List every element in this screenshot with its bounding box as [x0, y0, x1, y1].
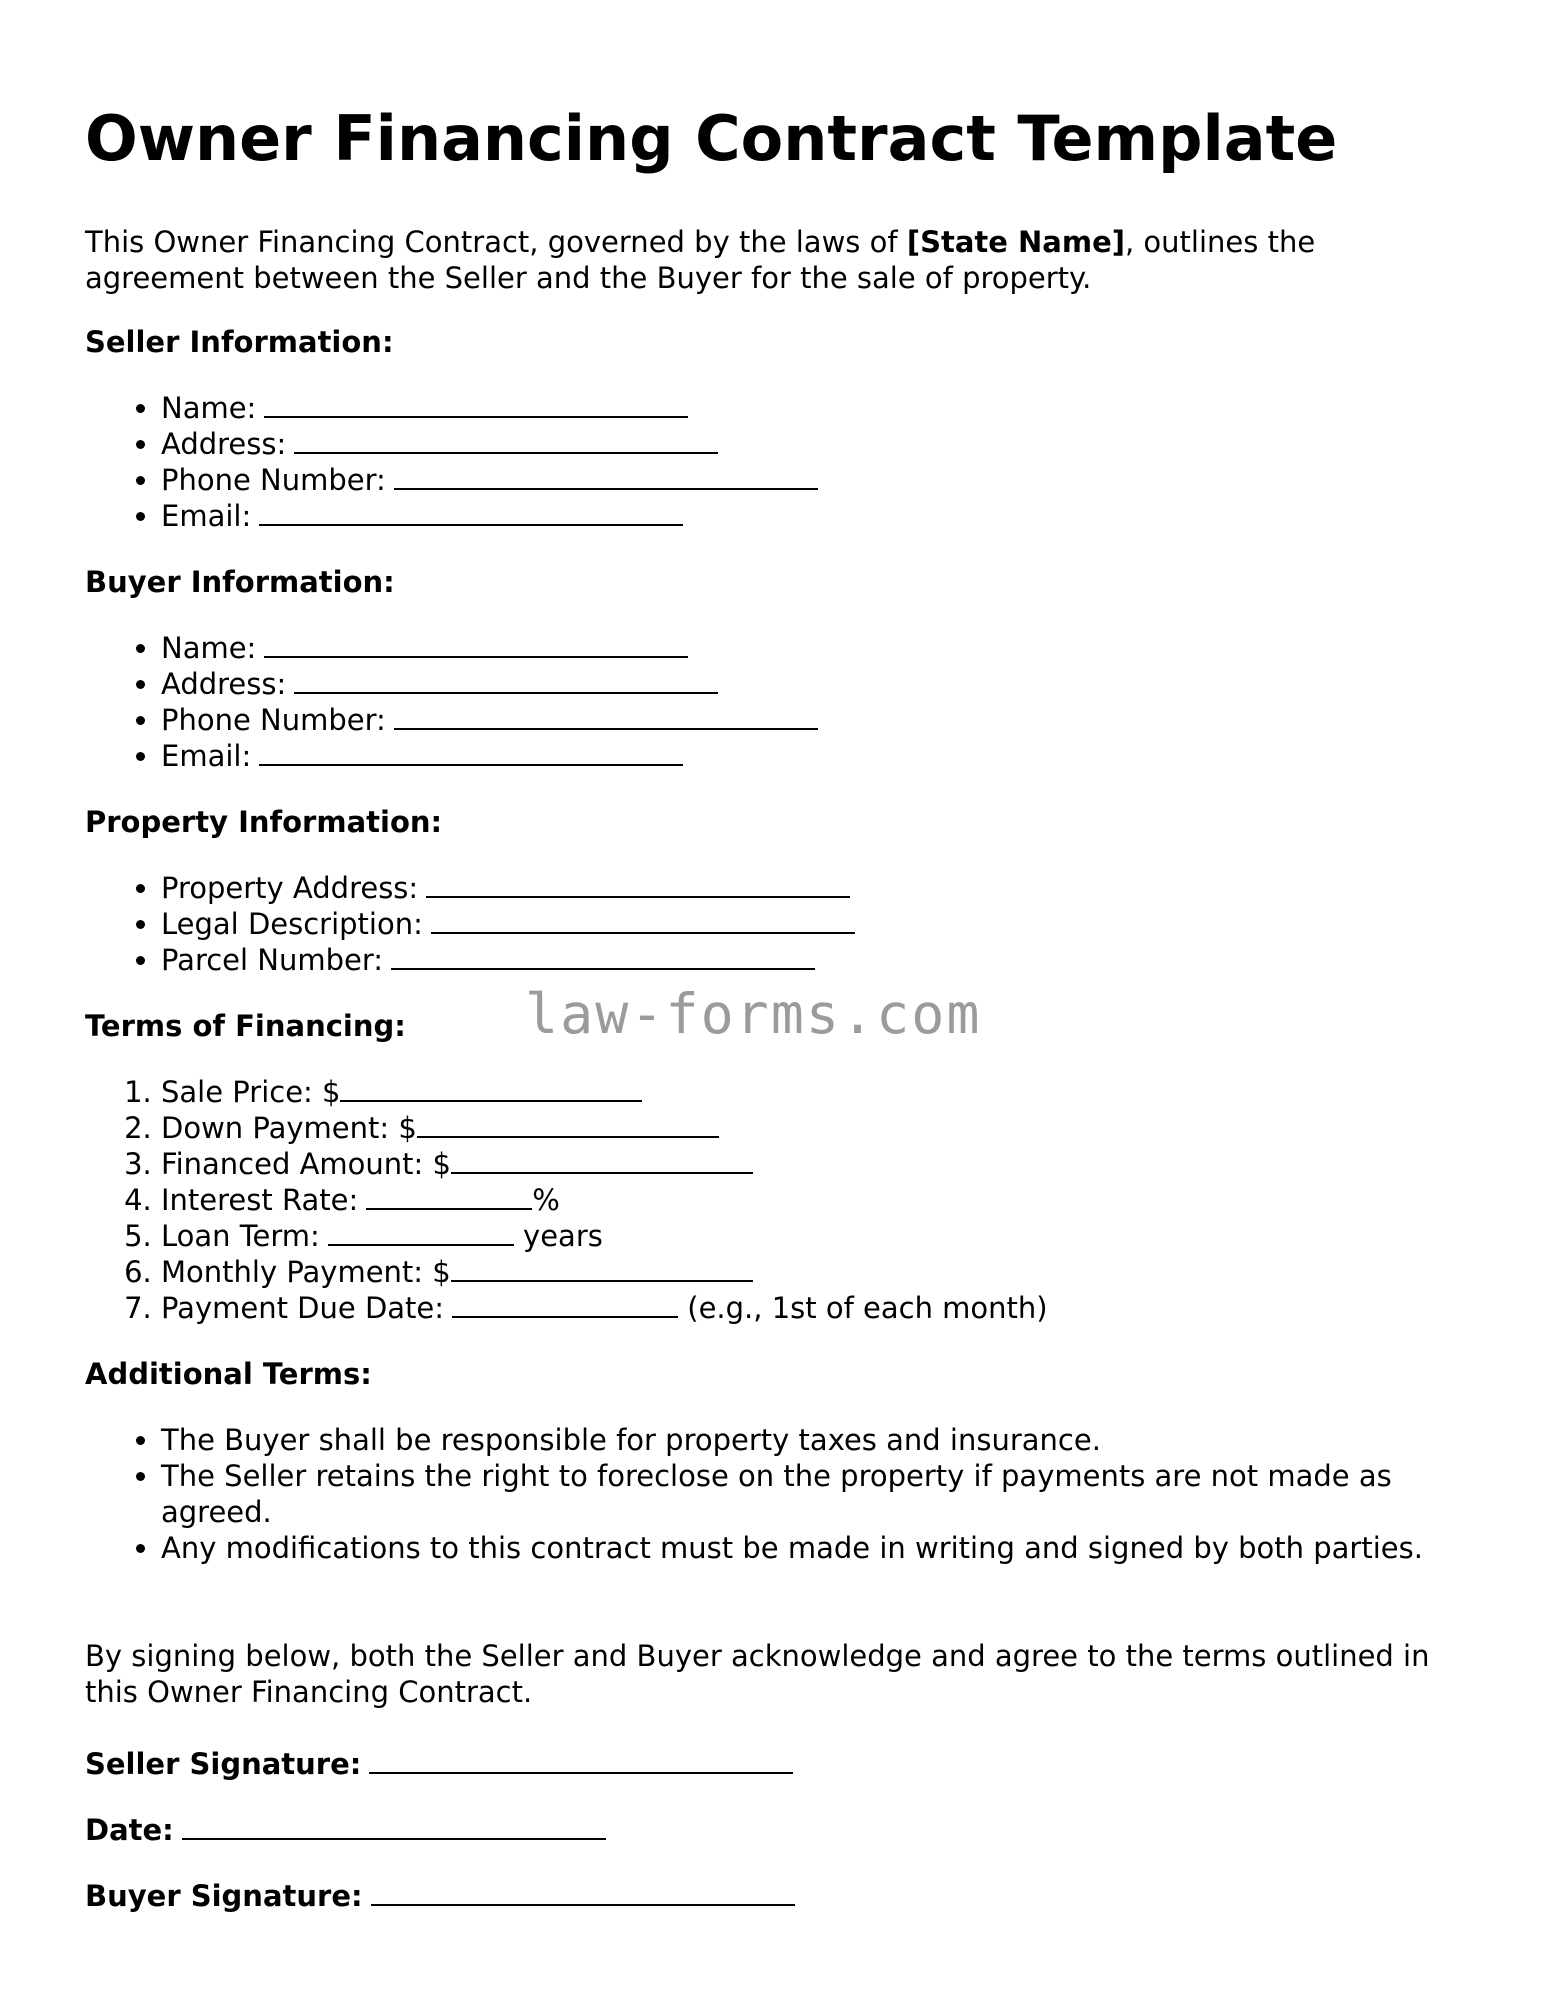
monthly-payment-item: 6. Monthly Payment: $ [161, 1254, 1048, 1290]
seller-address-field[interactable] [294, 426, 718, 454]
seller-phone-field[interactable] [394, 462, 818, 490]
seller-phone-item: • Phone Number: [161, 462, 818, 498]
additional-term-modifications: • Any modifications to this contract must be made in writing and signed by both parties. [161, 1530, 1461, 1566]
financed-amount-item: 3. Financed Amount: $ [161, 1146, 1048, 1182]
buyer-email-item: • Email: [161, 738, 818, 774]
loan-term-item: 5. Loan Term: years [161, 1218, 1048, 1254]
payment-due-date-item: 7. Payment Due Date: (e.g., 1st of each month) [161, 1290, 1048, 1326]
terms-of-financing-list [85, 1074, 1048, 1326]
intro-text-before: This Owner Financing Contract, governed by the laws of [85, 225, 907, 259]
additional-term-foreclose: • The Seller retains the right to foreclose on the property if payments are not made as agreed. [161, 1458, 1461, 1530]
page-title: Owner Financing Contract Template [85, 102, 1338, 175]
down-payment-field[interactable] [417, 1110, 719, 1138]
parcel-number-field[interactable] [391, 942, 815, 970]
seller-information-heading: Seller Information: [85, 325, 394, 359]
legal-description-field[interactable] [431, 906, 855, 934]
buyer-information-heading: Buyer Information: [85, 565, 395, 599]
interest-rate-item: 4. Interest Rate: % [161, 1182, 1048, 1218]
additional-term-taxes: • The Buyer shall be responsible for property taxes and insurance. [161, 1422, 1461, 1458]
buyer-signature-label: Buyer Signature: [85, 1879, 363, 1913]
date-field[interactable] [182, 1812, 606, 1840]
buyer-name-field[interactable] [264, 630, 688, 658]
seller-information-list [85, 390, 818, 534]
seller-email-item: • Email: [161, 498, 818, 534]
intro-text-after: , outlines the agreement between the Seller and the Buyer for the sale of property. [85, 225, 1316, 295]
seller-name-item: • Name: [161, 390, 818, 426]
date-line [85, 1812, 606, 1848]
intro-paragraph [85, 224, 1465, 296]
payment-due-date-field[interactable] [452, 1290, 678, 1318]
interest-rate-field[interactable] [366, 1182, 532, 1210]
seller-signature-field[interactable] [369, 1746, 793, 1774]
property-address-field[interactable] [426, 870, 850, 898]
parcel-number-item: • Parcel Number: [161, 942, 855, 978]
property-information-heading: Property Information: [85, 805, 443, 839]
buyer-information-list [85, 630, 818, 774]
buyer-email-field[interactable] [259, 738, 683, 766]
additional-terms-heading: Additional Terms: [85, 1357, 372, 1391]
financed-amount-field[interactable] [451, 1146, 753, 1174]
loan-term-field[interactable] [328, 1218, 514, 1246]
seller-signature-label: Seller Signature: [85, 1747, 362, 1781]
buyer-signature-line [85, 1878, 795, 1914]
buyer-phone-field[interactable] [394, 702, 818, 730]
property-address-item: • Property Address: [161, 870, 855, 906]
monthly-payment-field[interactable] [451, 1254, 753, 1282]
buyer-address-field[interactable] [294, 666, 718, 694]
buyer-address-item: • Address: [161, 666, 818, 702]
seller-email-field[interactable] [259, 498, 683, 526]
seller-signature-line [85, 1746, 793, 1782]
seller-name-field[interactable] [264, 390, 688, 418]
legal-description-item: • Legal Description: [161, 906, 855, 942]
property-information-list [85, 870, 855, 978]
watermark: law-forms.com [525, 982, 982, 1046]
buyer-phone-item: • Phone Number: [161, 702, 818, 738]
seller-address-item: • Address: [161, 426, 818, 462]
terms-of-financing-heading: Terms of Financing: [85, 1009, 406, 1043]
date-label: Date: [85, 1813, 174, 1847]
buyer-signature-field[interactable] [371, 1878, 795, 1906]
closing-paragraph: By signing below, both the Seller and Buyer acknowledge and agree to the terms outlined in this Owner Financing Contract. [85, 1639, 1430, 1709]
sale-price-item: 1. Sale Price: $ [161, 1074, 1048, 1110]
sale-price-field[interactable] [340, 1074, 642, 1102]
buyer-name-item: • Name: [161, 630, 818, 666]
state-name-placeholder: [State Name] [906, 225, 1125, 259]
down-payment-item: 2. Down Payment: $ [161, 1110, 1048, 1146]
additional-terms-list [85, 1422, 1541, 1566]
